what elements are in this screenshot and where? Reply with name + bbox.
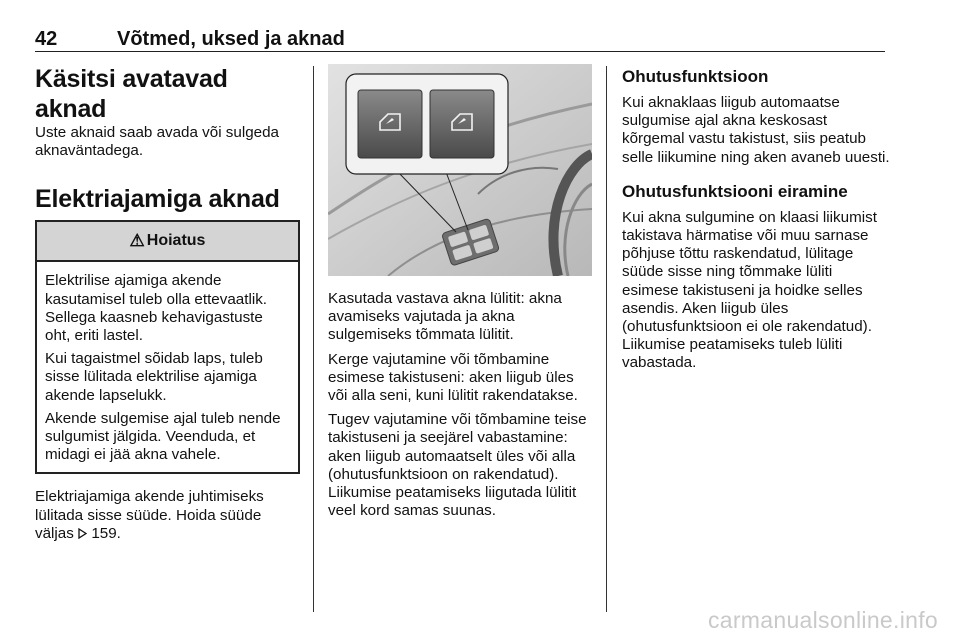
header-divider [35, 51, 885, 52]
warning-header [37, 222, 298, 262]
safety-override-text: Kui akna sulgumine on klaasi liikumist takistava härmatise või muu sarnase põhjuse tõttu raskendatud, lülitage süüde sisse ning tõmmake lüliti esimese takistuseni ja hoidke selles asendis. Aken liigub üles (ohutusfunktsioon ei ole rakendatud). Liikumise peatamiseks tuleb lüliti vabastada. [622, 208, 877, 372]
arrow-reference-icon [78, 525, 87, 542]
warning-body [37, 262, 298, 472]
column-divider-2 [606, 66, 607, 612]
page-number: 42 [35, 28, 58, 50]
window-switch-illustration [328, 64, 592, 276]
safety-function-text: Kui aknaklaas liigub automaatse sulgumise ajal akna keskosast kõrgemal vastu takistust, siis peatub selle liikumine ning aken avaneb uuesti. [622, 94, 890, 166]
firm-press-text: Tugev vajutamine või tõmbamine teise takistuseni ja seejärel vabastamine: aken liigub automaatselt üles või alla (ohutusfunktsioon on rakendatud). Liikumise peatamiseks liigutada lülitit veel kord samas suunas. [328, 411, 587, 520]
page-header [35, 28, 885, 50]
switch-usage-text: Kasutada vastava akna lülitit: akna avamiseks vajutada ja akna sulgemiseks tõmmata lülitit. [328, 290, 562, 344]
door-panel-drawing [328, 64, 592, 276]
warning-paragraph: Kui tagaistmel sõidab laps, tuleb sisse lülitada elektrilise ajamiga akende lapselukk. [45, 350, 263, 404]
chapter-title: Võtmed, uksed ja aknad [117, 28, 345, 50]
column-right [622, 64, 890, 373]
warning-box [35, 220, 300, 474]
ignition-text-body: Elektriajamiga akende juhtimiseks lülitada sisse süüde. Hoida süüde väljas [35, 488, 264, 542]
column-divider-1 [313, 66, 314, 612]
reference-page: 159. [91, 524, 121, 542]
section-title-manual-windows: Käsitsi avatavad aknad [35, 65, 228, 123]
column-middle [328, 64, 592, 520]
light-press-text: Kerge vajutamine või tõmbamine esimese takistuseni: aken liigub üles või alla seni, kuni lülitit rakendatakse. [328, 350, 578, 405]
safety-override-title: Ohutusfunktsiooni eiramine [622, 181, 848, 201]
manual-windows-text: Uste aknaid saab avada või sulgeda aknaväntadega. [35, 124, 280, 160]
safety-function-title: Ohutusfunktsioon [622, 67, 769, 86]
ignition-text [35, 488, 300, 543]
section-title-power-windows: Elektriajamiga aknad [35, 185, 280, 214]
warning-title: Hoiatus [146, 232, 206, 250]
column-left [35, 64, 300, 543]
warning-paragraph: Akende sulgemise ajal tuleb nende sulgumist jälgida. Veenduda, et midagi ei jää akna vahele. [45, 409, 281, 464]
watermark: carmanualsonline.info [707, 607, 938, 633]
warning-paragraph: Elektrilise ajamiga akende kasutamisel tuleb olla ettevaatlik. Sellega kaasneb kehavigastuste oht, eriti lastel. [45, 272, 268, 345]
warning-triangle-icon: ⚠ [129, 231, 145, 251]
